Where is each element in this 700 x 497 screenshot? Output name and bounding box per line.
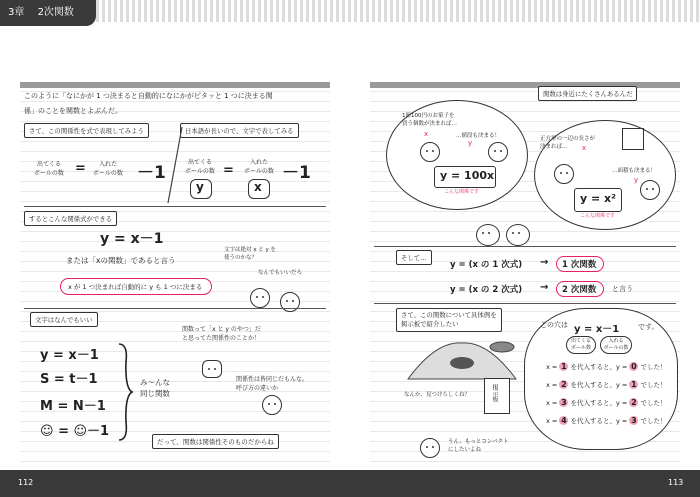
c1-caption: こんな関係です <box>444 189 480 195</box>
main-equation: y = x－1 <box>100 231 164 247</box>
row2-tail: と言う <box>612 285 633 293</box>
speech-d: 関係性は皆同じだもんな。 呼び方の違いか <box>236 376 309 392</box>
rb-row-1: x = 1 を代入すると、y = 0 でした！ <box>546 362 667 371</box>
list-item-1: y = x－1 <box>40 348 99 363</box>
row1-arrow: → <box>540 257 549 268</box>
c1-y: y <box>468 139 473 147</box>
character-face-5 <box>420 142 440 162</box>
eq1-equals: = <box>75 161 86 176</box>
intro-line-2: 係」のことを関数とよぶんだ。 <box>24 107 122 115</box>
c2-text: 正方形の一辺の長さが 決まれば… <box>540 136 596 150</box>
c2-y: y <box>634 176 639 184</box>
rb-row-2: x = 2 を代入すると、y = 1 でした！ <box>546 380 667 389</box>
row1-right: 1 次関数 <box>562 260 597 270</box>
eq1-left: 出てくる ボールの数 <box>34 161 64 177</box>
row2-arrow: → <box>540 282 549 293</box>
pink-sentence: x が 1 つ決まれば自動的に y も 1 つに決まる <box>68 283 203 291</box>
character-face-11 <box>420 438 440 458</box>
right-divider-1 <box>374 246 676 247</box>
eq2-left: 出てくる ボールの数 <box>185 159 215 175</box>
chapter-title: 2次関数 <box>37 7 74 18</box>
left-divider-1 <box>24 206 326 207</box>
eq1-tail: －1 <box>137 163 166 183</box>
row2-right: 2 次関数 <box>562 285 597 295</box>
speech-f: うん、もっとコンパクト にしたいよね <box>448 439 509 453</box>
character-face-8 <box>640 180 660 200</box>
box-everyday: 関数は身近にたくさんあるんだ <box>538 86 637 101</box>
curly-brace <box>116 342 134 442</box>
rb-eq: y = x－1 <box>574 324 620 335</box>
list-item-2: S = t－1 <box>40 372 98 387</box>
chapter-number: 3章 <box>8 7 25 18</box>
matawa-text: または「xの関数」であると言う <box>66 256 176 265</box>
c2-x: x <box>582 144 587 152</box>
box-any-letter: 文字はなんでもいい <box>30 312 98 327</box>
left-topbar <box>20 82 330 88</box>
speech-c: 関数って「x と y のやつ」だ と思ってた関係性のことか！ <box>182 326 261 342</box>
left-divider-2 <box>24 308 326 309</box>
character-face-7 <box>554 164 574 184</box>
rb-row-3: x = 3 を代入すると、y = 2 でした！ <box>546 398 667 407</box>
c1-thought: …値段も決まる！ <box>456 133 501 139</box>
eq2-equals: = <box>223 163 234 178</box>
c1-eq: y = 100x <box>440 169 495 182</box>
eq2-tail: －1 <box>282 163 311 183</box>
character-face-9 <box>476 224 500 246</box>
rb-pill-output: 出てくる ボール数 <box>566 336 596 354</box>
square-shape <box>622 128 644 150</box>
character-face-3 <box>202 360 222 378</box>
chapter-tab <box>0 0 96 26</box>
box-letters: 日本語が長いので、文字で表してみる <box>180 123 299 138</box>
eq1-right: 入れた ボールの数 <box>93 161 123 177</box>
header-stripe <box>0 0 700 22</box>
box-relation: するとこんな関係式ができる <box>24 211 117 226</box>
rb-pill-input: 入れる ボールの数 <box>600 336 632 354</box>
speech-b: なんでもいいだろ <box>258 270 303 276</box>
right-divider-2 <box>374 303 676 304</box>
rb-row-4: x = 4 を代入すると、y = 3 でした！ <box>546 416 667 425</box>
page-number-left: 112 <box>18 478 34 487</box>
c1-text: 1冊100円のお菓子を 買う個数が決まれば… <box>402 113 458 127</box>
box-soshite: そして… <box>396 250 432 265</box>
character-face-6 <box>488 142 508 162</box>
eq2-y: y <box>196 180 204 194</box>
intro-line-1: このように「なにかが 1 つ決まると自動的になにかがピタッと 1 つに決まる関 <box>24 92 273 100</box>
c1-x: x <box>424 130 429 138</box>
character-face-1 <box>250 288 270 308</box>
rb-eq-tail: です。 <box>638 323 659 331</box>
sign-label: 掲示板 <box>491 384 498 402</box>
row2-left: y = (x の 2 次式) <box>450 285 523 295</box>
eq2-x: x <box>254 180 262 194</box>
c2-eq: y = x² <box>580 192 616 205</box>
c2-caption: こんな関係です <box>580 213 616 219</box>
brace-label: み～んな 同じ関数 <box>140 378 170 398</box>
bottom-note: だって、関数は関係性そのものだからね <box>152 434 279 449</box>
rb-title: この穴は <box>540 321 568 329</box>
c2-thought: …面積も決まる！ <box>612 168 657 174</box>
footer-bar <box>0 470 700 497</box>
list-item-4: ☺ = ☺－1 <box>40 424 110 439</box>
speech-e: なんか、見つけらしくね？ <box>404 392 471 398</box>
page-number-right: 113 <box>668 478 684 487</box>
list-item-3: M = N－1 <box>40 399 106 414</box>
box-express: さて、この関係性を式で表現してみよう <box>24 123 149 138</box>
speech-a: 文字は絶対 x と y を 使うのかな？ <box>224 247 277 261</box>
box-example: さて、この関数について具体例を 掲示板で紹介したい <box>396 308 502 332</box>
character-face-2 <box>280 292 300 312</box>
character-face-10 <box>506 224 530 246</box>
character-face-4 <box>262 395 282 415</box>
row1-left: y = (x の 1 次式) <box>450 260 523 270</box>
eq2-right: 入れた ボールの数 <box>244 159 274 175</box>
